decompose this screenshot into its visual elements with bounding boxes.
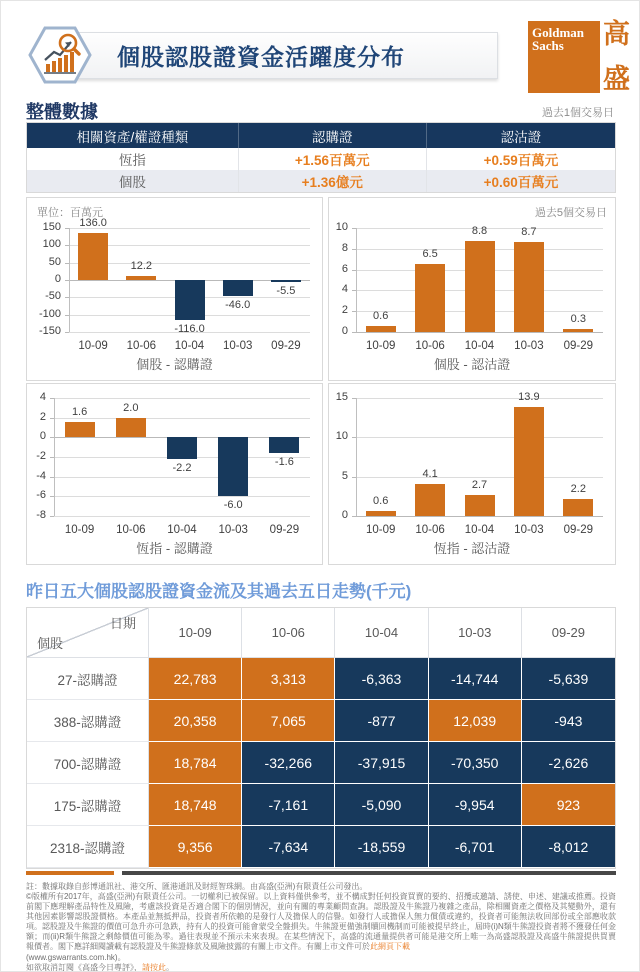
bar bbox=[563, 329, 593, 332]
bar-value-label: 1.6 bbox=[71, 405, 88, 418]
corner-stock-label: 個股 bbox=[37, 636, 64, 651]
divider-orange-segment bbox=[26, 871, 114, 875]
flow-cell: -6,701 bbox=[429, 826, 522, 868]
y-tick-label: 100 bbox=[42, 238, 61, 251]
unsubscribe-suffix: 。 bbox=[166, 962, 174, 972]
y-tick-label: 4 bbox=[39, 391, 46, 403]
flow-cell: 22,783 bbox=[149, 658, 242, 700]
x-tick-label: 10-06 bbox=[415, 524, 445, 536]
flow-header-row bbox=[27, 608, 615, 658]
x-tick-label: 10-03 bbox=[514, 524, 544, 536]
flow-table bbox=[26, 607, 616, 869]
summary-header-row bbox=[27, 123, 615, 148]
gridline bbox=[356, 398, 603, 399]
chart-hsi-call bbox=[26, 383, 323, 565]
flow-row bbox=[27, 784, 615, 826]
chart-magnifier-icon bbox=[27, 20, 93, 90]
put-value: +0.60百萬元 bbox=[483, 175, 559, 190]
bar-value-label: 12.2 bbox=[130, 259, 152, 272]
summary-header-put: 認沽證 bbox=[500, 129, 542, 145]
gridline bbox=[54, 398, 310, 399]
bar-value-label: 0.6 bbox=[373, 309, 389, 322]
flow-cell: -7,634 bbox=[242, 826, 335, 868]
flow-row bbox=[27, 658, 615, 700]
y-tick-label: 2 bbox=[341, 304, 348, 317]
flow-cell: -877 bbox=[335, 700, 428, 742]
date-header: 10-03 bbox=[429, 608, 522, 658]
flow-cell: -32,266 bbox=[242, 742, 335, 784]
section2-heading: 昨日五大個股認股證資金流及其過去五日走勢(千元) bbox=[26, 582, 412, 601]
bar bbox=[223, 280, 253, 296]
summary-row-stock bbox=[27, 170, 615, 192]
bar bbox=[563, 499, 593, 516]
corner-cell bbox=[27, 608, 149, 658]
flow-cell: 12,039 bbox=[429, 700, 522, 742]
bar-value-label: 0.6 bbox=[373, 495, 389, 508]
flow-cell: -2,626 bbox=[522, 742, 615, 784]
footer-disclaimer bbox=[26, 892, 616, 952]
x-tick-label: 09-29 bbox=[269, 524, 300, 536]
x-tick-label: 10-04 bbox=[174, 340, 205, 352]
bar bbox=[269, 437, 299, 453]
x-tick-label: 10-09 bbox=[365, 340, 396, 352]
gridline bbox=[356, 516, 603, 517]
flow-cell: -5,639 bbox=[522, 658, 615, 700]
y-tick-label: -150 bbox=[38, 325, 61, 337]
bar-value-label: 2.0 bbox=[123, 401, 139, 414]
x-tick-label: 10-09 bbox=[64, 524, 95, 536]
x-tick-label: 09-29 bbox=[563, 524, 593, 536]
flow-row bbox=[27, 742, 615, 784]
y-tick-label: -4 bbox=[36, 469, 46, 482]
y-tick-mark bbox=[352, 516, 356, 517]
bar-value-label: 0.3 bbox=[570, 312, 586, 325]
flow-cell: -37,915 bbox=[335, 742, 428, 784]
corner-date-label: 日期 bbox=[109, 616, 136, 631]
flow-cell: 923 bbox=[522, 784, 615, 826]
call-value: +1.36億元 bbox=[239, 170, 427, 192]
date-header: 09-29 bbox=[522, 608, 615, 658]
y-tick-label: 150 bbox=[42, 221, 61, 233]
bar-value-label: -5.5 bbox=[276, 284, 296, 297]
y-tick-label: 50 bbox=[48, 255, 61, 268]
chart-unit-label: 單位：百萬元 bbox=[37, 207, 103, 219]
x-tick-label: 10-03 bbox=[514, 340, 544, 352]
bar bbox=[78, 233, 108, 280]
flow-cell: -7,161 bbox=[242, 784, 335, 826]
y-tick-label: -100 bbox=[38, 307, 61, 320]
summary-table bbox=[26, 122, 616, 193]
flow-cell: 9,356 bbox=[149, 826, 242, 868]
x-tick-label: 10-04 bbox=[464, 340, 495, 352]
bar bbox=[415, 264, 445, 332]
y-axis-line bbox=[69, 228, 70, 332]
x-tick-label: 10-03 bbox=[218, 524, 248, 536]
gs-logo-cn-char2: 盛 bbox=[603, 64, 630, 94]
y-tick-label: 10 bbox=[335, 221, 348, 233]
call-value: +1.56百萬元 bbox=[239, 148, 427, 170]
section1-period-note: 過去1個交易日 bbox=[541, 107, 614, 119]
bar-value-label: 8.7 bbox=[521, 225, 537, 238]
footer-note: 註：數據取錄自彭博通訊社、港交所、匯港通訊及財經智珠網。由高盛(亞洲)有限責任公司發出。 bbox=[26, 882, 368, 891]
charts-grid bbox=[26, 197, 616, 565]
gridline bbox=[54, 516, 310, 517]
gs-logo-text-en-line1: Goldman bbox=[532, 25, 585, 40]
bar-value-label: 2.2 bbox=[570, 482, 586, 495]
stock-label: 2318-認購證 bbox=[27, 826, 149, 868]
summary-header-call: 認購證 bbox=[239, 123, 427, 148]
section1-heading: 整體數據 bbox=[26, 102, 98, 122]
unsubscribe-link[interactable]: 請按此 bbox=[142, 962, 166, 972]
bar bbox=[514, 407, 544, 516]
y-tick-label: 8 bbox=[341, 241, 348, 254]
put-value: +0.59百萬元 bbox=[483, 153, 559, 168]
date-header: 10-09 bbox=[149, 608, 242, 658]
bar-value-label: -1.6 bbox=[274, 456, 294, 469]
x-tick-label: 10-04 bbox=[464, 524, 495, 536]
download-link[interactable]: 此網頁下載 bbox=[370, 942, 410, 952]
x-tick-label: 10-04 bbox=[167, 524, 197, 536]
flow-cell: -18,559 bbox=[335, 826, 428, 868]
x-tick-label: 10-09 bbox=[78, 340, 108, 352]
flow-cell: -5,090 bbox=[335, 784, 428, 826]
gs-logo-square bbox=[528, 21, 600, 93]
y-tick-mark bbox=[65, 332, 69, 333]
date-header: 10-06 bbox=[242, 608, 335, 658]
chart-period-note: 過去5個交易日 bbox=[534, 207, 607, 219]
chart-stock-put bbox=[328, 197, 616, 381]
summary-header-asset: 相關資產/權證種類 bbox=[27, 123, 239, 148]
stock-label: 388-認購證 bbox=[27, 700, 149, 742]
flow-cell: -8,012 bbox=[522, 826, 615, 868]
y-tick-label: 0 bbox=[54, 273, 61, 285]
bar bbox=[465, 495, 495, 516]
divider-dark-segment bbox=[122, 871, 616, 875]
flow-cell: -943 bbox=[522, 700, 615, 742]
x-tick-label: 09-29 bbox=[563, 340, 593, 352]
gridline bbox=[356, 437, 603, 438]
gs-logo-cn-char1: 高 bbox=[603, 19, 630, 49]
y-tick-mark bbox=[50, 516, 54, 517]
bar-value-label: 6.5 bbox=[422, 248, 438, 261]
flow-cell: -6,363 bbox=[335, 658, 428, 700]
x-tick-label: 10-03 bbox=[222, 340, 253, 352]
bar-value-label: -2.2 bbox=[172, 462, 192, 474]
bar bbox=[465, 241, 495, 333]
chart-hsi-put bbox=[328, 383, 616, 565]
asset-label: 個股 bbox=[27, 170, 239, 192]
flow-cell: -9,954 bbox=[429, 784, 522, 826]
stock-label: 27-認購證 bbox=[27, 658, 149, 700]
bar bbox=[366, 511, 396, 516]
gs-logo-text-en-line2: Sachs bbox=[532, 38, 564, 54]
y-tick-label: 0 bbox=[341, 325, 348, 337]
y-tick-label: 0 bbox=[39, 430, 46, 443]
gridline bbox=[356, 332, 603, 333]
flow-row bbox=[27, 700, 615, 742]
footer-divider bbox=[26, 871, 616, 875]
bar-value-label: 8.8 bbox=[471, 224, 488, 237]
flow-cell: -70,350 bbox=[429, 742, 522, 784]
title-bar bbox=[58, 32, 498, 79]
bar bbox=[218, 437, 248, 496]
stock-label: 700-認購證 bbox=[27, 742, 149, 784]
flow-cell: 7,065 bbox=[242, 700, 335, 742]
x-tick-label: 10-09 bbox=[365, 524, 396, 536]
footer-url: (www.gswarrants.com.hk)。 bbox=[26, 952, 126, 962]
y-tick-label: 10 bbox=[335, 430, 348, 443]
gs-logo-text-cn bbox=[603, 21, 630, 93]
y-tick-label: 2 bbox=[39, 410, 46, 423]
footer bbox=[26, 882, 616, 972]
chart-title: 恆指 - 認購證 bbox=[136, 541, 213, 556]
page-title: 個股認股證資金活躍度分布 bbox=[117, 44, 405, 70]
flow-cell: 3,313 bbox=[242, 658, 335, 700]
y-tick-label: -2 bbox=[36, 450, 46, 462]
chart-title: 個股 - 認購證 bbox=[136, 357, 213, 372]
gs-logo bbox=[528, 21, 630, 93]
flow-row bbox=[27, 826, 615, 868]
y-tick-label: 6 bbox=[341, 262, 348, 275]
flow-cell: -14,744 bbox=[429, 658, 522, 700]
bar-value-label: 4.1 bbox=[422, 467, 438, 480]
bar-value-label: -46.0 bbox=[225, 298, 251, 311]
gridline bbox=[54, 418, 310, 419]
chart-stock-call bbox=[26, 197, 323, 381]
bar bbox=[126, 276, 156, 280]
y-tick-label: 15 bbox=[335, 391, 348, 403]
summary-row-hsi bbox=[27, 148, 615, 170]
bar-value-label: 136.0 bbox=[79, 216, 107, 229]
bar bbox=[175, 280, 205, 320]
y-tick-label: 5 bbox=[341, 469, 348, 482]
bar-value-label: 13.9 bbox=[518, 390, 540, 403]
bar bbox=[116, 418, 146, 438]
gridline bbox=[356, 477, 603, 478]
asset-label: 恆指 bbox=[27, 148, 239, 170]
stock-label: 175-認購證 bbox=[27, 784, 149, 826]
flow-cell: 18,748 bbox=[149, 784, 242, 826]
date-header: 10-04 bbox=[335, 608, 428, 658]
bar bbox=[167, 437, 197, 459]
divider-gap bbox=[114, 871, 122, 875]
gridline bbox=[54, 477, 310, 478]
bar-value-label: 2.7 bbox=[471, 478, 488, 491]
chart-title: 個股 - 認沽證 bbox=[433, 357, 511, 372]
y-tick-label: 4 bbox=[341, 283, 348, 296]
y-tick-label: -8 bbox=[36, 509, 46, 521]
bar bbox=[271, 280, 301, 282]
bar bbox=[415, 484, 445, 516]
y-tick-label: -6 bbox=[36, 489, 46, 502]
gridline bbox=[54, 496, 310, 497]
flow-cell: 20,358 bbox=[149, 700, 242, 742]
bar-value-label: -116.0 bbox=[174, 323, 205, 336]
bar bbox=[366, 326, 396, 332]
unsubscribe-line bbox=[26, 963, 616, 972]
y-tick-label: 0 bbox=[341, 509, 348, 521]
y-tick-mark bbox=[352, 332, 356, 333]
bar bbox=[65, 422, 95, 438]
flow-cell: 18,784 bbox=[149, 742, 242, 784]
disclaimer-text: ©版權所有2017年，高盛(亞洲)有限責任公司。一切權利已被保留。以上資料僅供參考，並不構成對任何投資買賣的要約、招攬或邀請、誘使、申述、建議或推薦。投資前閣下應理解產品特性及風險，考慮該投資是否適合閣下的個別情況，並向有關的專業顧問查詢。認股證及牛熊證乃複雜之產品，除相關資產之價格及其變動外，還有其他因素影響認股證價格。本產品並無抵押品，投資者所依賴的是發行人及擔保人的信譽。如發行人或擔保人無力償債或違約，投資者可能無法收回部份或全部應收款項。認股證及牛熊證的價值可急升亦可急跌，持有人的投資可能會蒙受全盤損失。牛熊證更備強制贖回機制而可能被提早終止，屆時(i)N類牛熊證投資者將不獲發任何金額；而(ii)R類牛熊證之剩餘價值可能為零。過往表現並不預示未來表現。在某些情況下，高盛的流通量提供者可能是港交所上唯一為高盛認股證及高盛牛熊證提供買賣報價者。閣下應詳細閱讀載有認股證及牛熊證條款及風險披露的有關上市文件。有關上市文件可於 bbox=[26, 892, 616, 952]
x-tick-label: 10-06 bbox=[116, 524, 146, 536]
x-tick-label: 10-06 bbox=[126, 340, 156, 352]
bar bbox=[514, 242, 544, 333]
chart-title: 恆指 - 認沽證 bbox=[433, 541, 511, 556]
x-tick-label: 10-06 bbox=[415, 340, 445, 352]
unsubscribe-prefix: 如欲取消訂閱《高盛今日專評》， bbox=[26, 962, 142, 972]
x-tick-label: 09-29 bbox=[271, 340, 301, 352]
y-tick-label: -50 bbox=[45, 290, 61, 303]
bar-value-label: -6.0 bbox=[223, 499, 243, 512]
